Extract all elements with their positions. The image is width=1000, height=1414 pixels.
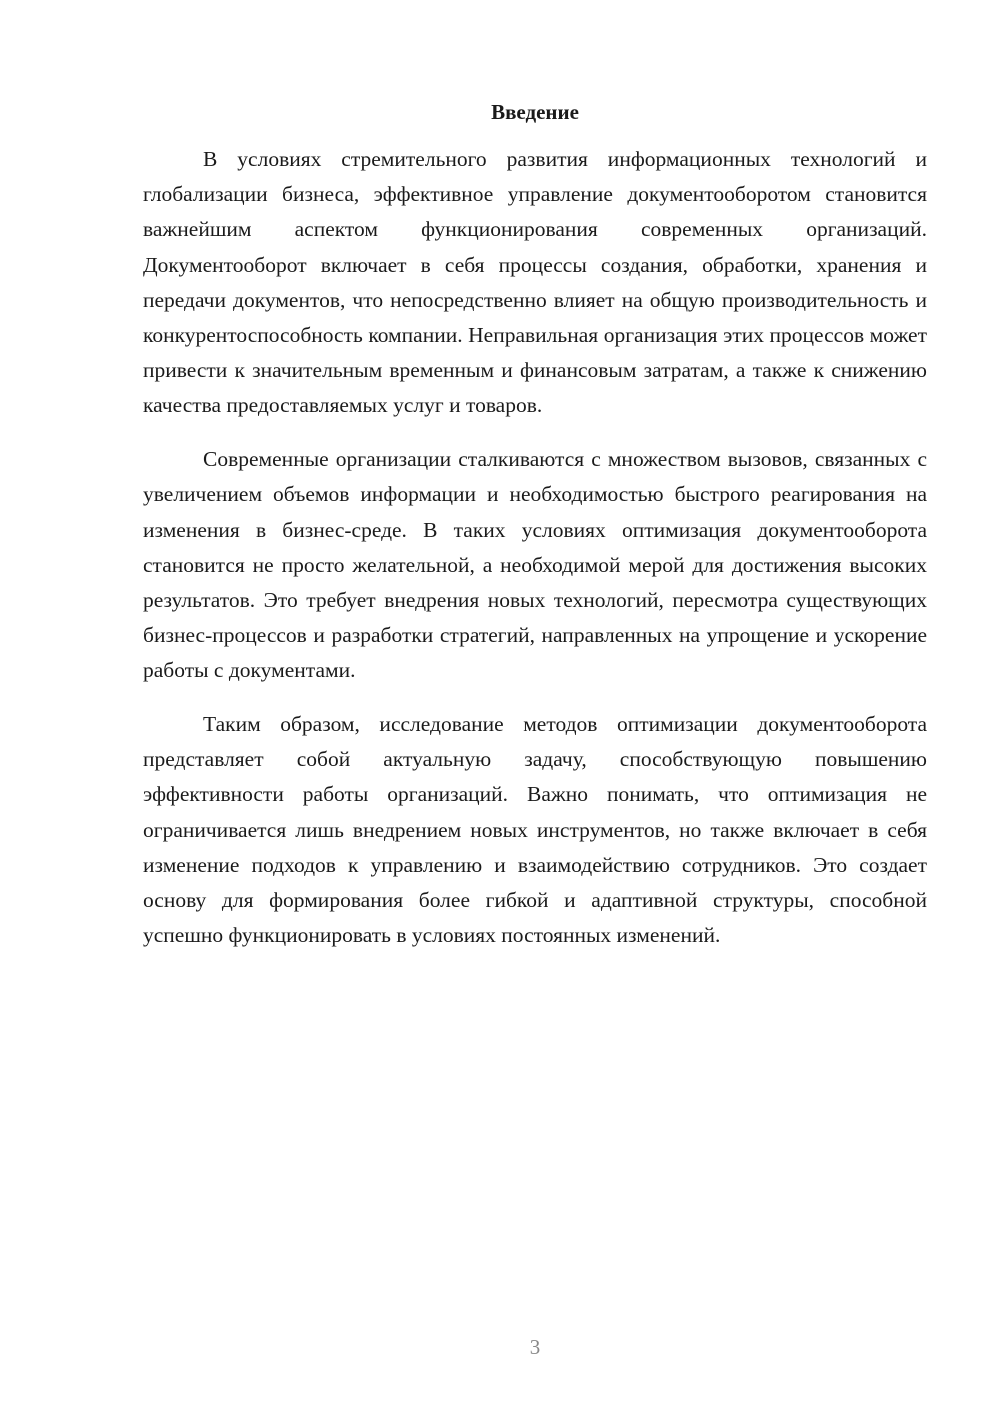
section-heading: Введение: [491, 100, 579, 124]
paragraph-2: Современные организации сталкиваются с множеством вызовов, связанных с увеличением объемов информации и необходимостью быстрого реагирования на изменения в бизнес-среде. В таких условиях оптимизация документооборота становится не просто желательной, а необходимой мерой для достижения высоких результатов. Это требует внедрения новых технологий, пересмотра существующих бизнес-процессов и разработки стратегий, направленных на упрощение и ускорение работы с документами.: [143, 447, 927, 683]
paragraph-1: В условиях стремительного развития информационных технологий и глобализации бизнеса, эффективное управление документооборотом становится важнейшим аспектом функционирования современных организаций. Документооборот включает в себя процессы создания, обработки, хранения и передачи документов, что непосредственно влияет на общую производительность и конкурентоспособность компании. Неправильная организация этих процессов может привести к значительным временным и финансовым затратам, а также к снижению качества предоставляемых услуг и товаров.: [143, 147, 927, 418]
body-text: [143, 142, 927, 953]
paragraph-3: Таким образом, исследование методов оптимизации документооборота представляет собой актуальную задачу, способствующую повышению эффективности работы организаций. Важно понимать, что оптимизация не ограничивается лишь внедрением новых инструментов, но также включает в себя изменение подходов к управлению и взаимодействию сотрудников. Это создает основу для формирования более гибкой и адаптивной структуры, способной успешно функционировать в условиях постоянных изменений.: [143, 712, 927, 948]
page-number: 3: [529, 1335, 541, 1359]
